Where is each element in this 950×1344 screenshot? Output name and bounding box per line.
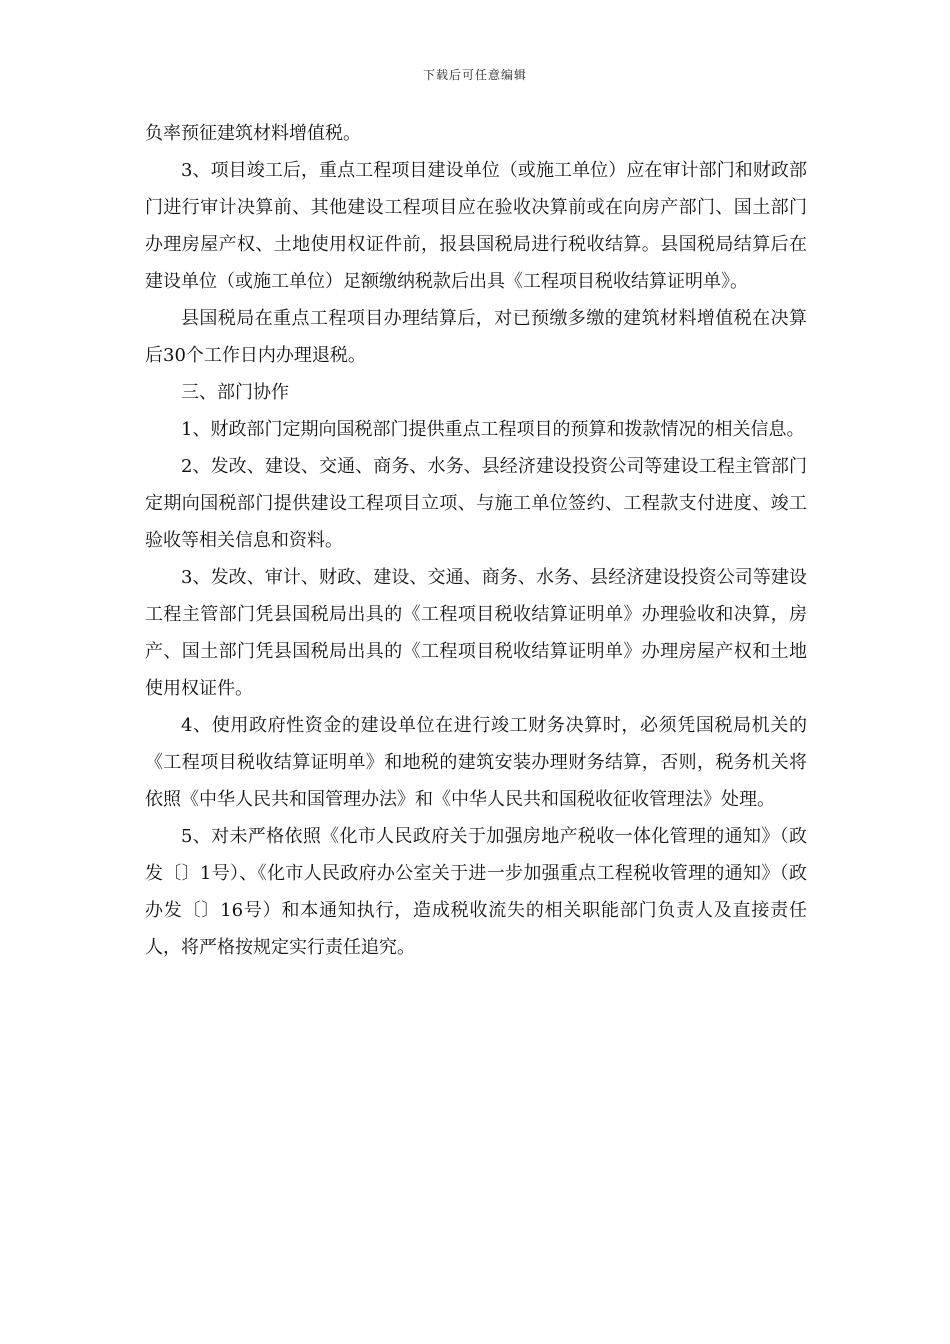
paragraph-3: 县国税局在重点工程项目办理结算后，对已预缴多缴的建筑材料增值税在决算后30个工作日内办理退税。 xyxy=(145,308,807,366)
page-header-note: 下载后可任意编辑 xyxy=(422,68,527,82)
paragraph-1: 负率预征建筑材料增值税。 xyxy=(145,123,361,144)
paragraph-5: 1、财政部门定期向国税部门提供重点工程项目的预算和拨款情况的相关信息。 xyxy=(181,419,805,440)
section-heading-department-cooperation: 三、部门协作 xyxy=(181,382,289,403)
paragraph-7: 3、发改、审计、财政、建设、交通、商务、水务、县经济建设投资公司等建设工程主管部门凭县国税局出具的《工程项目税收结算证明单》办理验收和决算，房产、国土部门凭县国税局出具的《工程项目税收结算证明单》办理房屋产权和土地使用权证件。 xyxy=(145,567,807,699)
paragraph-2: 3、项目竣工后，重点工程项目建设单位（或施工单位）应在审计部门和财政部门进行审计决算前、其他建设工程项目应在验收决算前或在向房产部门、国土部门办理房屋产权、土地使用权证件前，报县国税局进行税收结算。县国税局结算后在建设单位（或施工单位）足额缴纳税款后出具《工程项目税收结算证明单》。 xyxy=(145,160,807,292)
paragraph-8: 4、使用政府性资金的建设单位在进行竣工财务决算时，必须凭国税局机关的《工程项目税收结算证明单》和地税的建筑安装办理财务结算，否则，税务机关将依照《中华人民共和国管理办法》和《中华人民共和国税收征收管理法》处理。 xyxy=(145,715,807,810)
paragraph-6: 2、发改、建设、交通、商务、水务、县经济建设投资公司等建设工程主管部门定期向国税部门提供建设工程项目立项、与施工单位签约、工程款支付进度、竣工验收等相关信息和资料。 xyxy=(145,456,807,551)
paragraph-9: 5、对未严格依照《化市人民政府关于加强房地产税收一体化管理的通知》（政发〔〕1号）、《化市人民政府办公室关于进一步加强重点工程税收管理的通知》（政办发〔〕16号）和本通知执行，造成税收流失的相关职能部门负责人及直接责任人，将严格按规定实行责任追究。 xyxy=(145,826,807,958)
document-body xyxy=(145,115,807,966)
